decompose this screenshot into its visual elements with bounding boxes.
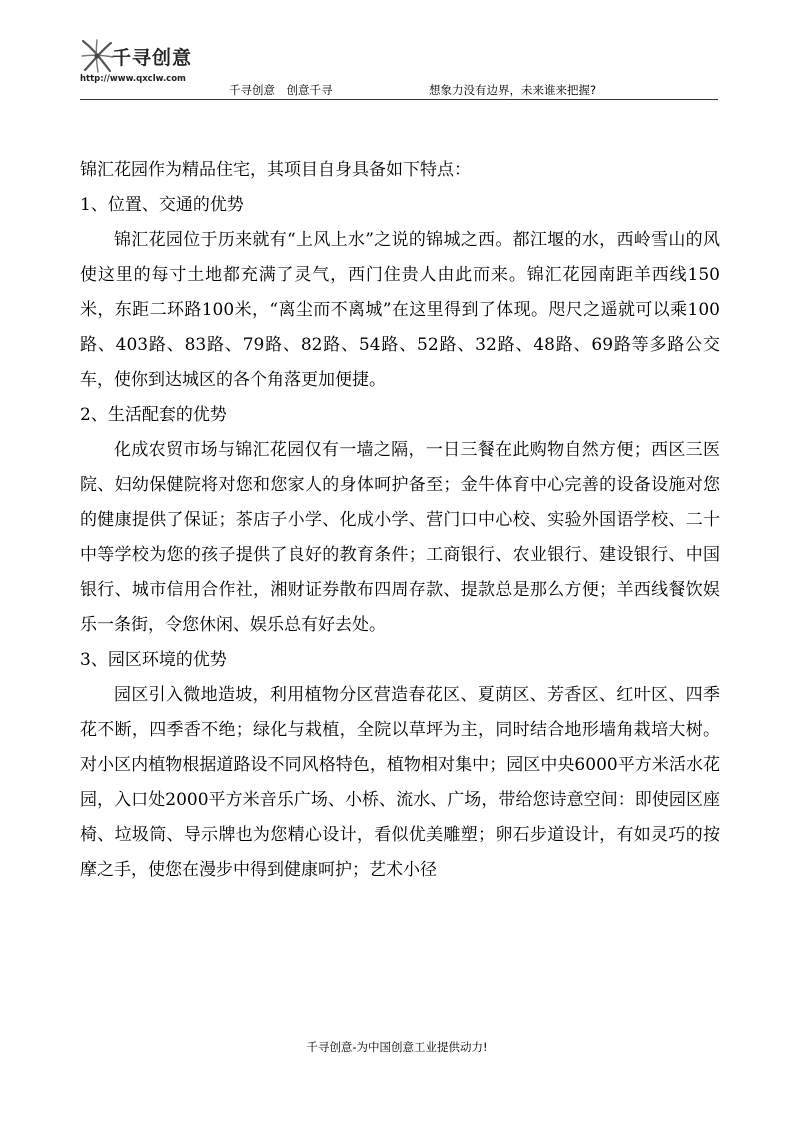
intro-paragraph: 锦汇花园作为精品住宅，其项目自身具备如下特点： bbox=[80, 160, 471, 180]
document-body bbox=[80, 153, 720, 888]
header-slogan-left: 千寻创意 创意千寻 bbox=[229, 83, 333, 97]
brand-logo bbox=[80, 38, 220, 88]
header-divider bbox=[80, 99, 718, 100]
page-header bbox=[0, 0, 794, 104]
page-footer: 千寻创意-为中国创意工业提供动力! bbox=[306, 1040, 488, 1054]
section-body-location: 锦汇花园位于历来就有“上风上水”之说的锦城之西。都江堰的水，西岭雪山的风使这里的每寸土地都充满了灵气，西门住贵人由此而来。锦汇花园南距羊西线150米，东距二环路100米，“离尘而不离城”在这里得到了体现。咫尺之遥就可以乘100路、403路、83路、79路、82路、54路、52路、32路、48路、69路等多路公交车，使你到达城区的各个角落更加便捷。 bbox=[80, 230, 720, 390]
star-logo-icon bbox=[80, 38, 114, 74]
section-heading-location: 1、位置、交通的优势 bbox=[80, 195, 244, 215]
section-heading-environment: 3、园区环境的优势 bbox=[80, 650, 227, 670]
section-body-amenities: 化成农贸市场与锦汇花园仅有一墙之隔，一日三餐在此购物自然方便；西区三医院、妇幼保健院将对您和您家人的身体呵护备至；金牛体育中心完善的设备设施对您的健康提供了保证；茶店子小学、化成小学、营门口中心校、实验外国语学校、二十中等学校为您的孩子提供了良好的教育条件；工商银行、农业银行、建设银行、中国银行、城市信用合作社，湘财证券散布四周存款、提款总是那么方便；羊西线餐饮娱乐一条街，令您休闲、娱乐总有好去处。 bbox=[80, 440, 720, 635]
section-body-environment: 园区引入微地造坡，利用植物分区营造春花区、夏荫区、芳香区、红叶区、四季花不断，四季香不绝；绿化与栽植，全院以草坪为主，同时结合地形墙角栽培大树。对小区内植物根据道路设不同风格特色，植物相对集中；园区中央6000平方米活水花园，入口处2000平方米音乐广场、小桥、流水、广场，带给您诗意空间：即使园区座椅、垃圾筒、导示牌也为您精心设计，看似优美雕塑；卵石步道设计，有如灵巧的按摩之手，使您在漫步中得到健康呵护；艺术小径 bbox=[80, 685, 720, 880]
brand-name: 千寻创意 bbox=[112, 47, 193, 69]
section-heading-amenities: 2、生活配套的优势 bbox=[80, 405, 227, 425]
header-slogan-right: 想象力没有边界，未来谁来把握? bbox=[429, 83, 597, 97]
brand-url: http://www.qxclw.com bbox=[80, 74, 186, 84]
